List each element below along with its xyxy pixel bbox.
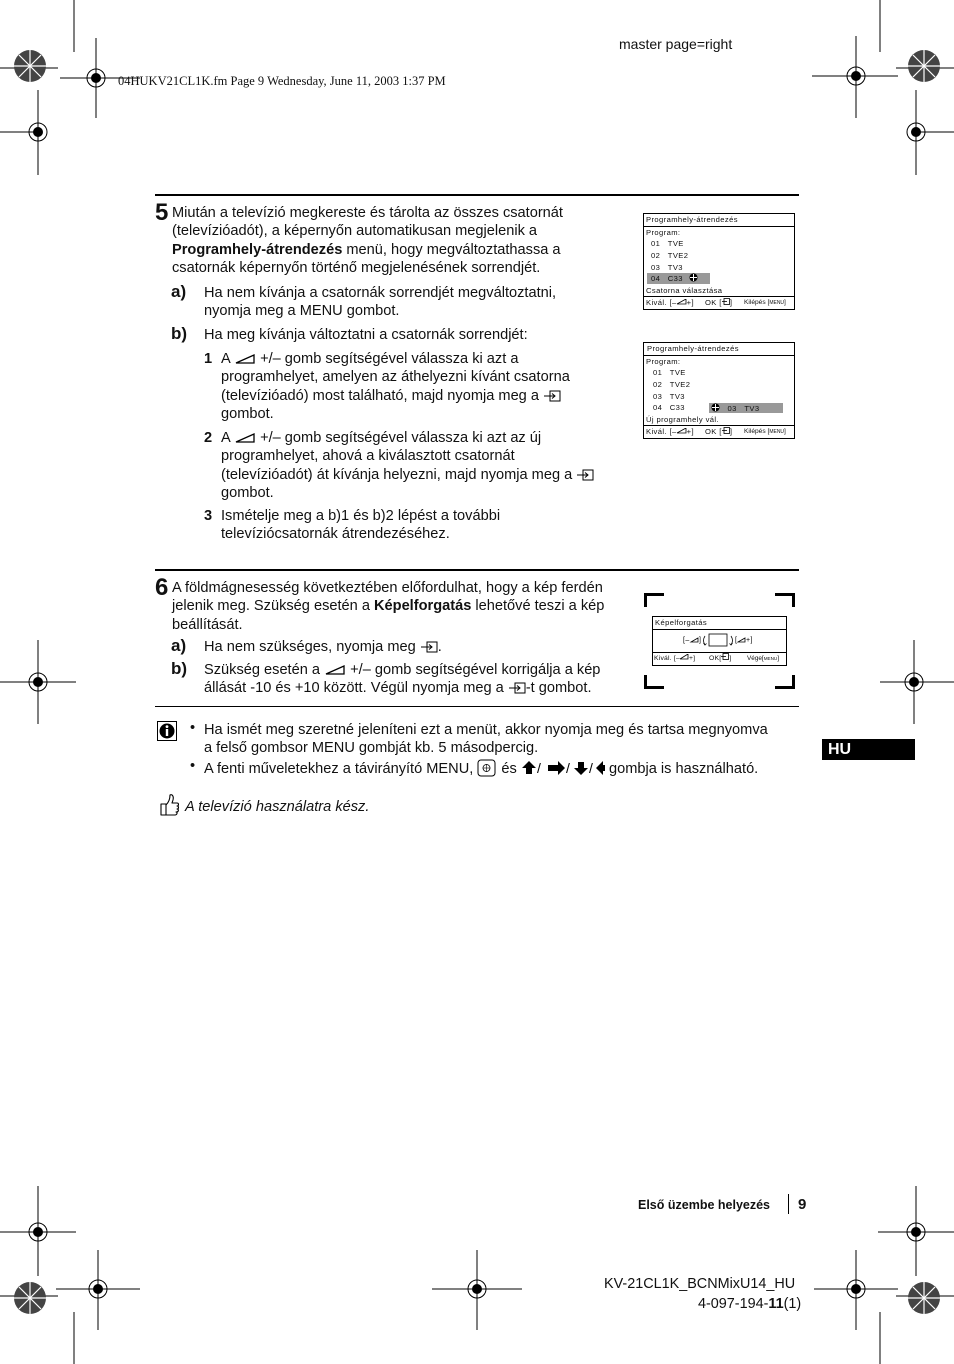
- substep-text: Ismételje meg a b)1 és b)2 lépést a további: [221, 508, 501, 524]
- step6-rule: [155, 569, 799, 571]
- substep-2-number: 2: [204, 430, 213, 446]
- osd-prog-name: TVE2: [669, 380, 691, 389]
- file-info: 04HUKV21CL1K.fm Page 9 Wednesday, June 11, 2003 1:37 PM: [118, 74, 446, 88]
- svg-text:/: /: [588, 760, 593, 776]
- step6-text: [172, 579, 604, 634]
- ok-enter-icon: [543, 390, 561, 402]
- substep-text: gombot.: [221, 405, 274, 422]
- step6-b-line: Szükség esetén a: [204, 662, 321, 678]
- step5-b-label: b): [171, 324, 188, 343]
- osd-menu-reorder-1: [643, 213, 795, 310]
- svg-text:/: /: [565, 760, 570, 776]
- step6-a-label: a): [171, 636, 187, 655]
- language-tab: HU: [822, 739, 915, 760]
- osd-foot-menu: MENU: [769, 300, 785, 306]
- note-bullet: •: [190, 720, 196, 736]
- thumbs-up-icon: [158, 793, 180, 817]
- osd-prog-name: TV3: [744, 404, 760, 413]
- step6-b-line: -t gombot.: [525, 680, 592, 697]
- note-line: és: [501, 761, 517, 777]
- part-code-b: 11: [768, 1296, 784, 1312]
- section-name: Első üzembe helyezés: [638, 1198, 771, 1212]
- osd-prog-name: C33: [667, 274, 683, 283]
- osd-title: Programhely-átrendezés: [646, 215, 738, 224]
- volume-wedge-icon: [234, 353, 256, 365]
- osd-selected-row: [647, 273, 710, 284]
- move-arrows-icon: [689, 273, 698, 282]
- step6-a-end: .: [437, 639, 442, 655]
- osd-status: Csatorna választása: [646, 286, 723, 295]
- page-number: 9: [798, 1196, 807, 1213]
- osd-foot-menu: MENU: [769, 429, 785, 435]
- svg-text:[: [: [735, 637, 738, 644]
- substep-text: televíziócsatornák átrendezéséhez.: [221, 526, 450, 543]
- substep-text: +/– gomb segítségével válassza ki azt az új: [260, 430, 542, 446]
- arrow-buttons-icon: [521, 760, 605, 776]
- osd-prog-num: 01: [651, 239, 661, 248]
- osd-prog-num: 02: [651, 251, 661, 260]
- osd-prog-name: TVE: [669, 368, 686, 377]
- svg-text:/: /: [536, 760, 541, 776]
- step5-line-rest: menü, hogy megváltoztathassa a: [342, 241, 561, 258]
- step5-text: [172, 204, 563, 277]
- substep-3-number: 3: [204, 508, 213, 524]
- step6-b-text: [204, 661, 600, 698]
- osd-prog-num: 03: [727, 404, 737, 413]
- step6-number: 6: [155, 574, 169, 601]
- remote-ok-button-icon: [477, 759, 497, 777]
- substep-2-text: [221, 429, 594, 502]
- osd-prog-num: 04: [651, 274, 661, 283]
- part-code: [698, 1296, 801, 1312]
- osd-prog-num: 04: [653, 403, 663, 412]
- step5-a-line: nyomja meg a MENU gombot.: [204, 303, 400, 320]
- part-code-a: 4-097-194-: [698, 1296, 769, 1312]
- step6-b-line: +/– gomb segítségével korrigálja a kép: [350, 662, 601, 678]
- step5-b-text: Ha meg kívánja változtatni a csatornák sorrendjét:: [204, 327, 528, 343]
- info-note-icon: [157, 721, 177, 741]
- osd-status: Új programhely vál.: [646, 415, 720, 424]
- substep-text: +/– gomb segítségével válassza ki azt a: [260, 351, 519, 367]
- substep-text: A: [221, 430, 230, 446]
- notes-rule: [155, 706, 799, 707]
- osd-prog-num: 03: [653, 392, 663, 401]
- move-arrows-icon: [711, 403, 720, 412]
- substep-text: (televízióadót) át kívánja helyezni, majd nyomja meg a: [221, 466, 573, 483]
- step6-b-label: b): [171, 659, 188, 678]
- osd-prog-name: TV3: [667, 263, 683, 272]
- model-code: KV-21CL1K_BCNMixU14_HU: [604, 1276, 796, 1292]
- step6-line: [172, 597, 604, 615]
- note-line: A fenti műveletekhez a távirányító MENU,: [204, 761, 474, 777]
- footer-divider: [788, 1194, 789, 1214]
- substep-text: gombot.: [221, 484, 274, 501]
- osd-prog-name: C33: [669, 403, 685, 412]
- master-page-label: master page=right: [619, 36, 733, 52]
- osd-foot-ok: OK: [705, 427, 717, 436]
- osd-label: Program:: [646, 228, 681, 237]
- step6-line: beállítását.: [172, 616, 243, 633]
- ready-message: A televízió használatra kész.: [185, 799, 370, 815]
- svg-text:+]: +]: [746, 637, 753, 644]
- step5-line: [172, 241, 563, 259]
- note-bullet: •: [190, 758, 196, 774]
- substep-3-text: [221, 507, 500, 544]
- osd-prog-name: TV3: [669, 392, 685, 401]
- osd-moving-row: [709, 403, 783, 413]
- osd-foot-ok: OK: [709, 655, 720, 662]
- step6-a-text: [204, 638, 442, 656]
- osd-prog-num: 03: [651, 263, 661, 272]
- tilt-adjust-icon: [683, 633, 757, 647]
- osd-foot-ok: OK: [705, 298, 717, 307]
- substep-text: (televízióadó) most található, majd nyomja meg a: [221, 387, 539, 404]
- osd-foot-menu: MENU: [763, 656, 778, 661]
- svg-text:[–: [–: [683, 637, 690, 644]
- osd-foot-select: Kivál.: [646, 298, 667, 307]
- osd-prog-num: 02: [653, 380, 663, 389]
- osd-footer: Kivál. [– +] OK[ ] Vége[MENU]: [653, 652, 786, 665]
- volume-wedge-icon: [234, 432, 256, 444]
- osd-foot-exit: Kilépés: [744, 299, 766, 306]
- menu-name: Képelforgatás: [374, 598, 472, 615]
- osd-foot-select: Kivál.: [646, 427, 667, 436]
- substep-1-number: 1: [204, 351, 213, 367]
- osd-prog-name: TVE: [667, 239, 684, 248]
- osd-title: Képelforgatás: [655, 618, 708, 627]
- osd-label: Program:: [646, 357, 681, 366]
- note-line: Ha ismét meg szeretné jeleníteni ezt a menüt, akkor nyomja meg és tartsa megnyomva: [204, 722, 768, 738]
- step5-line: csatornák képernyőn történő megjelenésének sorrendjét.: [172, 259, 541, 276]
- osd-menu-rotation: [652, 616, 787, 666]
- osd-foot-exit: Kilépés: [744, 428, 766, 435]
- osd-footer: Kivál. [– +] OK [ ] Kilépés [MENU]: [644, 296, 794, 309]
- ok-enter-icon: [420, 641, 438, 653]
- osd-prog-name: TVE2: [667, 251, 689, 260]
- step5-rule: [155, 194, 799, 196]
- note-line: a felső gombsor MENU gombját kb. 5 másodpercig.: [204, 740, 539, 757]
- step5-line: (televízióadót), a képernyőn automatikusan megjelenik a: [172, 223, 538, 240]
- menu-name: Programhely-átrendezés: [172, 241, 343, 258]
- ok-enter-icon: [576, 469, 594, 481]
- substep-1-text: [221, 350, 570, 423]
- note-1: [204, 721, 768, 758]
- osd-title: Programhely-átrendezés: [647, 344, 739, 353]
- substep-text: programhelyet, amelyen az áthelyezni kívánt csatorna: [221, 369, 570, 386]
- step6-line-part: jelenik meg. Szükség esetén a: [172, 598, 374, 615]
- step5-line: Miután a televízió megkereste és tárolta az összes csatornát: [172, 205, 563, 221]
- step5-number: 5: [155, 199, 169, 226]
- ok-enter-icon: [508, 682, 526, 694]
- note-2: [204, 759, 758, 778]
- osd-foot-exit: Vége: [747, 655, 762, 662]
- osd-prog-num: 01: [653, 368, 663, 377]
- osd-menu-reorder-2: [643, 342, 795, 439]
- part-code-c: (1): [783, 1296, 802, 1312]
- step5-a-line: Ha nem kívánja a csatornák sorrendjét megváltoztatni,: [204, 285, 557, 301]
- osd-foot-select: Kivál.: [654, 655, 672, 662]
- step6-line: A földmágnesesség következtében előfordulhat, hogy a kép ferdén: [172, 580, 603, 596]
- note-line: gombja is használható.: [608, 761, 759, 777]
- volume-wedge-icon: [324, 664, 346, 676]
- substep-text: programhelyet, ahová a kiválasztott csatornát: [221, 448, 515, 465]
- step6-a-line: Ha nem szükséges, nyomja meg: [204, 639, 416, 655]
- step6-b-line: állását -10 és +10 között. Végül nyomja meg a: [204, 680, 504, 697]
- step5-a-label: a): [171, 282, 187, 301]
- osd-footer: Kivál. [– +] OK [ ] Kilépés [MENU]: [644, 425, 794, 438]
- step6-line-part: lehetővé teszi a kép: [471, 598, 605, 615]
- svg-text:]: ]: [699, 637, 702, 644]
- step5-a-text: [204, 284, 556, 321]
- substep-text: A: [221, 351, 230, 367]
